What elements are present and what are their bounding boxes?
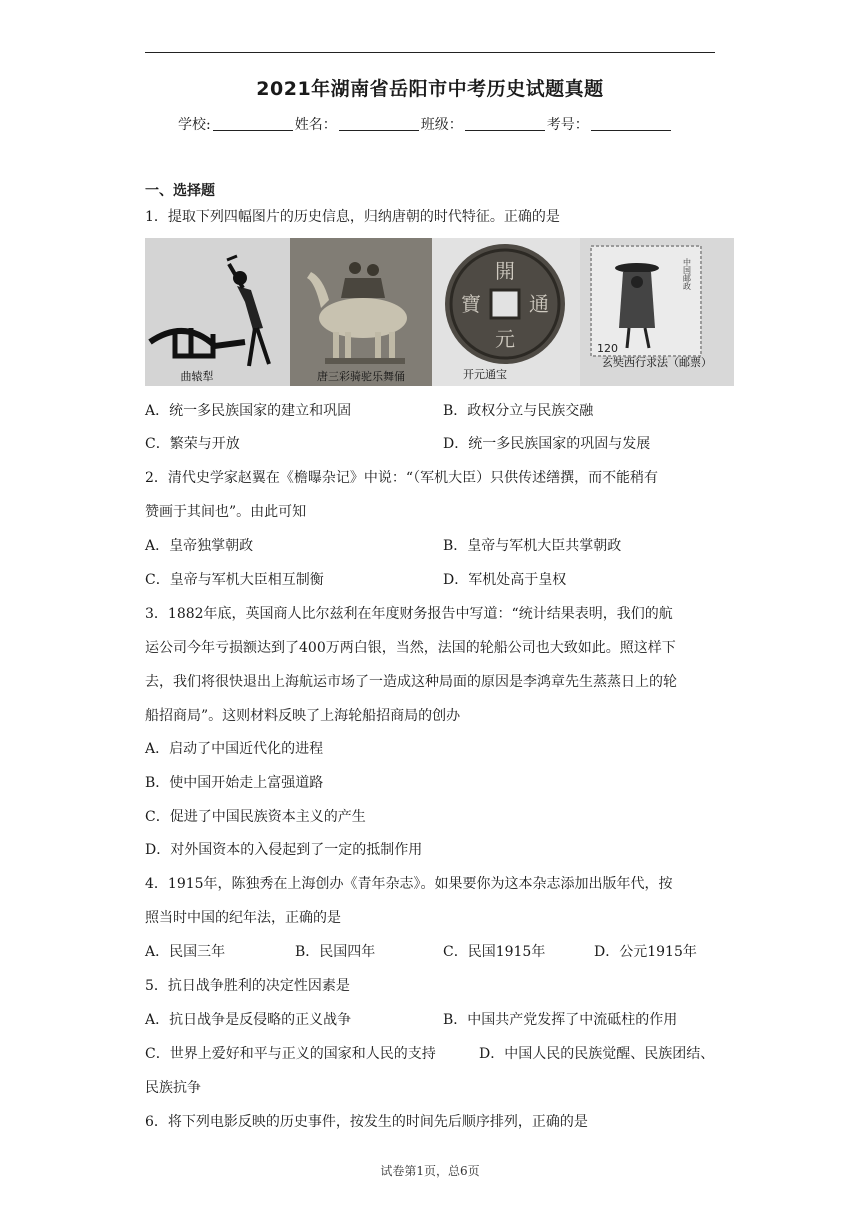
q3-stem-line-2: 运公司今年亏损额达到了400万两白银，当然，法国的轮船公司也大致如此。照这样下 — [145, 640, 676, 656]
caption-coin: 开元通宝 — [463, 368, 507, 381]
q3-stem-line-1: 3．1882年底，英国商人比尔兹利在年度财务报告中写道：“统计结果表明，我们的航 — [145, 606, 673, 622]
page-title: 2021年湖南省岳阳市中考历史试题真题 — [256, 78, 604, 100]
q5-option-d[interactable]: D．中国人民的民族觉醒、民族团结、 — [479, 1046, 715, 1062]
q3-option-a[interactable]: A．启动了中国近代化的进程 — [145, 741, 324, 757]
class-blank[interactable] — [465, 116, 545, 131]
q1-option-a[interactable]: A．统一多民族国家的建立和巩固 — [145, 403, 352, 419]
header-rule — [145, 52, 715, 53]
stamp-country: 中国邮政 — [682, 258, 692, 290]
plough-image — [145, 238, 290, 386]
q5-option-d-continued[interactable]: 民族抗争 — [145, 1080, 201, 1096]
exam-number-field[interactable]: 考号： — [547, 114, 673, 134]
caption-camel: 唐三彩骑驼乐舞俑 — [317, 370, 405, 383]
page-footer: 试卷第1页，总6页 — [380, 1164, 480, 1178]
q4-option-c[interactable]: C．民国1915年 — [443, 944, 546, 960]
q2-stem-line-2: 赞画于其间也”。由此可知 — [145, 504, 307, 520]
q6-stem: 6．将下列电影反映的历史事件，按发生的时间先后顺序排列，正确的是 — [145, 1114, 588, 1130]
q5-option-a[interactable]: A．抗日战争是反侵略的正义战争 — [145, 1012, 352, 1028]
exam-number-blank[interactable] — [591, 116, 671, 131]
q1-figure-svg — [145, 238, 734, 386]
q3-option-d[interactable]: D．对外国资本的入侵起到了一定的抵制作用 — [145, 842, 423, 858]
q4-option-a[interactable]: A．民国三年 — [145, 944, 226, 960]
q2-stem-line-1: 2．清代史学家赵翼在《檐曝杂记》中说：“（军机大臣）只供传述缮撰，而不能稍有 — [145, 470, 659, 486]
q1-option-b[interactable]: B．政权分立与民族交融 — [443, 403, 594, 419]
q5-option-c[interactable]: C．世界上爱好和平与正义的国家和人民的支持 — [145, 1046, 436, 1062]
name-blank[interactable] — [339, 116, 419, 131]
school-blank[interactable] — [213, 116, 293, 131]
q4-option-d[interactable]: D．公元1915年 — [594, 944, 697, 960]
q1-option-d[interactable]: D．统一多民族国家的巩固与发展 — [443, 436, 651, 452]
q4-stem-line-2: 照当时中国的纪年法，正确的是 — [145, 910, 341, 926]
q5-stem: 5．抗日战争胜利的决定性因素是 — [145, 978, 350, 994]
q1-figure — [145, 238, 734, 386]
coin-char-left: 寶 — [461, 292, 481, 316]
q1-option-c[interactable]: C．繁荣与开放 — [145, 436, 240, 452]
q2-option-a[interactable]: A．皇帝独掌朝政 — [145, 538, 254, 554]
camel-figurine-image — [290, 238, 432, 386]
coin-char-right: 通 — [529, 292, 549, 316]
q3-option-c[interactable]: C．促进了中国民族资本主义的产生 — [145, 809, 366, 825]
school-field[interactable]: 学校: — [178, 114, 295, 134]
coin-char-bottom: 元 — [495, 327, 515, 351]
q3-option-b[interactable]: B．使中国开始走上富强道路 — [145, 775, 324, 791]
class-field[interactable]: 班级： — [421, 114, 547, 134]
q2-option-c[interactable]: C．皇帝与军机大臣相互制衡 — [145, 572, 324, 588]
caption-stamp: 玄奘西行求法（邮票） — [602, 356, 712, 369]
q2-option-b[interactable]: B．皇帝与军机大臣共掌朝政 — [443, 538, 622, 554]
stamp-value: 120 — [597, 342, 618, 355]
q3-stem-line-3: 去，我们将很快退出上海航运市场了一造成这种局面的原因是李鸿章先生蒸蒸日上的轮 — [145, 674, 677, 690]
student-info-row — [178, 114, 673, 134]
q4-stem-line-1: 4．1915年，陈独秀在上海创办《青年杂志》。如果要你为这本杂志添加出版年代，按 — [145, 876, 673, 892]
coin-char-top: 開 — [495, 259, 515, 283]
name-field[interactable]: 姓名： — [295, 114, 421, 134]
q5-option-b[interactable]: B．中国共产党发挥了中流砥柱的作用 — [443, 1012, 678, 1028]
q1-stem: 1．提取下列四幅图片的历史信息，归纳唐朝的时代特征。正确的是 — [145, 209, 560, 225]
kaiyuan-coin-image — [432, 238, 580, 386]
q3-stem-line-4: 船招商局”。这则材料反映了上海轮船招商局的创办 — [145, 708, 461, 724]
q4-option-b[interactable]: B．民国四年 — [295, 944, 376, 960]
q2-option-d[interactable]: D．军机处高于皇权 — [443, 572, 567, 588]
section-heading: 一、选择题 — [145, 183, 215, 199]
caption-plough: 曲辕犁 — [180, 370, 214, 383]
